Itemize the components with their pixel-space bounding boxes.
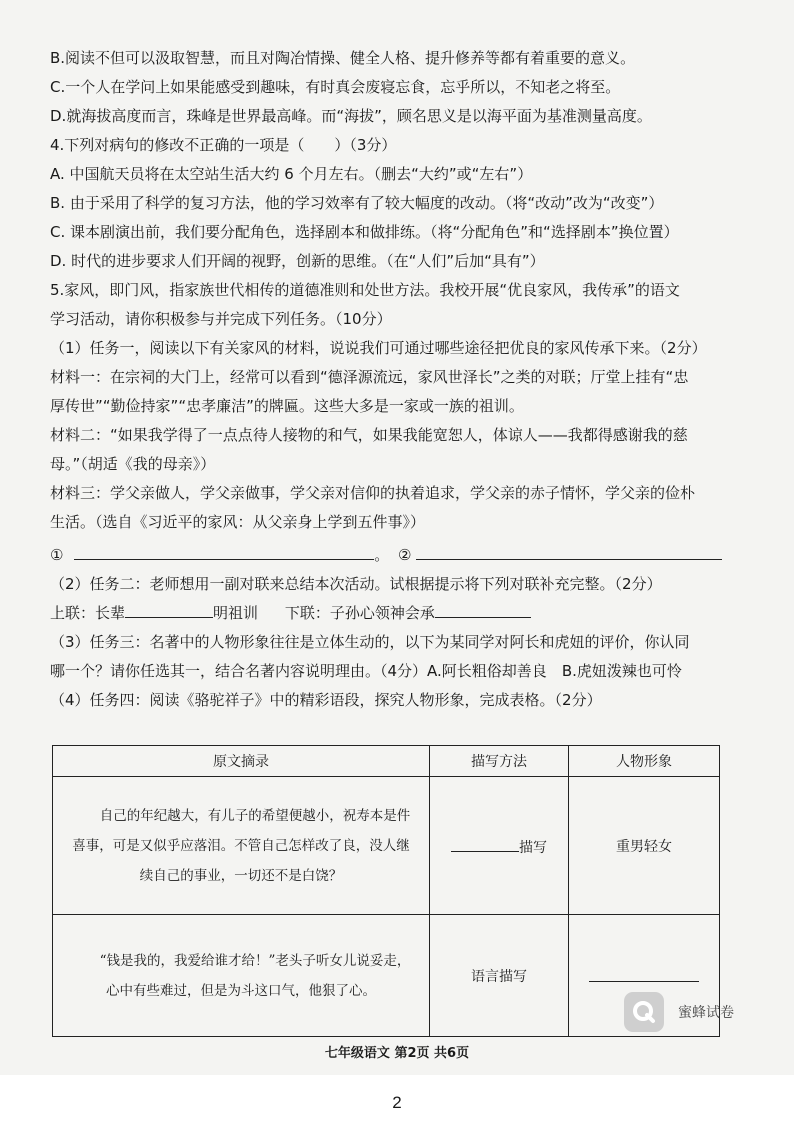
excerpt-text: 自己的年纪越大，有儿子的希望便越小，祝寿本是件喜事，可是又似乎应落泪。不管自己怎样改了良，没人继续自己的事业，一切还不是白饶？ (72, 807, 411, 884)
answer-separator: 。 (374, 546, 390, 564)
excerpt-cell (53, 777, 430, 915)
material-2-line1: 材料二：“如果我学得了一点点待人接物的和气，如果我能宽恕人，体谅人——我都得感谢我的慈 (50, 426, 688, 444)
watermark (624, 990, 734, 1034)
page-footer: 七年级语文 第2页 共6页 (324, 1046, 470, 1061)
task-3-line2: 哪一个？请你任选其一，结合名著内容说明理由。（4分）A.阿长粗俗却善良 B.虎妞泼辣也可怜 (50, 662, 682, 680)
table-header-method: 描写方法 (430, 746, 569, 777)
material-3-line2: 生活。（选自《习近平的家风：从父亲身上学到五件事》） (50, 513, 426, 531)
method-text: 描写 (519, 839, 547, 856)
character-analysis-table (52, 745, 720, 1037)
task-2: （2）任务二：老师想用一副对联来总结本次活动。试根据提示将下列对联补充完整。（2分） (50, 575, 662, 593)
q4-option-c: C. 课本剧演出前，我们要分配角色，选择剧本和做排练。（将“分配角色”和“选择剧本”换位置） (50, 223, 679, 241)
question-4: 4.下列对病句的修改不正确的一项是（ ）（3分） (50, 136, 397, 154)
table-header-row (53, 746, 720, 777)
table-header-excerpt: 原文摘录 (53, 746, 430, 777)
method-cell (430, 777, 569, 915)
upper-couplet-label: 上联：长辈 (50, 604, 126, 622)
watermark-text: 蜜蜂试卷 (678, 1005, 734, 1021)
answer-2-marker: ② (398, 546, 412, 564)
table-row (53, 915, 720, 1037)
excerpt-text: “钱是我的，我爱给谁才给！”老头子听女儿说妥走，心中有些难过，但是为斗这口气，他狠了心。 (99, 952, 411, 999)
table-header-image: 人物形象 (569, 746, 720, 777)
excerpt-cell (53, 915, 430, 1037)
page-number: 2 (392, 1093, 402, 1112)
question-5-line1: 5.家风，即门风，指家族世代相传的道德准则和处世方法。我校开展“优良家风，我传承”的语文 (50, 281, 680, 299)
q4-option-b: B. 由于采用了科学的复习方法，他的学习效率有了较大幅度的改动。（将“改动”改为“改变”） (50, 194, 664, 212)
bee-logo-icon (624, 992, 664, 1032)
q4-option-a: A. 中国航天员将在太空站生活大约 6 个月左右。（删去“大约”或“左右”） (50, 165, 533, 183)
task-3-line1: （3）任务三：名著中的人物形象往往是立体生动的，以下为某同学对阿长和虎妞的评价，你认同 (50, 633, 690, 651)
material-1-line1: 材料一：在宗祠的大门上，经常可以看到“德泽源流远，家风世泽长”之类的对联；厅堂上挂有“忠 (50, 368, 689, 386)
image-cell: 重男轻女 (569, 777, 720, 915)
exam-content (50, 44, 750, 715)
couplet-row (50, 599, 750, 628)
task-1: （1）任务一，阅读以下有关家风的材料，说说我们可通过哪些途径把优良的家风传承下来。（2分） (50, 339, 707, 357)
q4-option-d: D. 时代的进步要求人们开阔的视野，创新的思维。（在“人们”后加“具有”） (50, 252, 545, 270)
task-4: （4）任务四：阅读《骆驼祥子》中的精彩语段，探究人物形象，完成表格。（2分） (50, 691, 602, 709)
answer-1-marker: ① (50, 546, 64, 564)
material-3-line1: 材料三：学父亲做人，学父亲做事，学父亲对信仰的执着追求，学父亲的赤子情怀，学父亲的俭朴 (50, 484, 696, 502)
task-1-answer-row (50, 541, 750, 570)
q3-option-c: C.一个人在学问上如果能感受到趣味，有时真会废寝忘食，忘乎所以，不知老之将至。 (50, 78, 621, 96)
q3-option-d: D.就海拔高度而言，珠峰是世界最高峰。而“海拔”，顾名思义是以海平面为基准测量高度。 (50, 107, 652, 125)
method-blank[interactable] (451, 835, 519, 852)
image-blank[interactable] (589, 965, 699, 982)
upper-couplet-blank[interactable] (125, 599, 213, 618)
table-row (53, 777, 720, 915)
q3-option-b: B.阅读不但可以汲取智慧，而且对陶冶情操、健全人格、提升修养等都有着重要的意义。 (50, 49, 636, 67)
upper-couplet-end: 明祖训 (213, 604, 259, 622)
answer-2-blank[interactable] (416, 541, 722, 560)
lower-couplet-label: 下联：子孙心领神会承 (284, 604, 435, 622)
material-2-line2: 母。”（胡适《我的母亲》） (50, 455, 216, 473)
answer-1-blank[interactable] (74, 541, 374, 560)
question-5-line2: 学习活动，请你积极参与并完成下列任务。（10分） (50, 310, 392, 328)
lower-couplet-blank[interactable] (435, 599, 531, 618)
method-cell: 语言描写 (430, 915, 569, 1037)
material-1-line2: 厚传世”“勤俭持家”“忠孝廉洁”的牌匾。这些大多是一家或一族的祖训。 (50, 397, 524, 415)
